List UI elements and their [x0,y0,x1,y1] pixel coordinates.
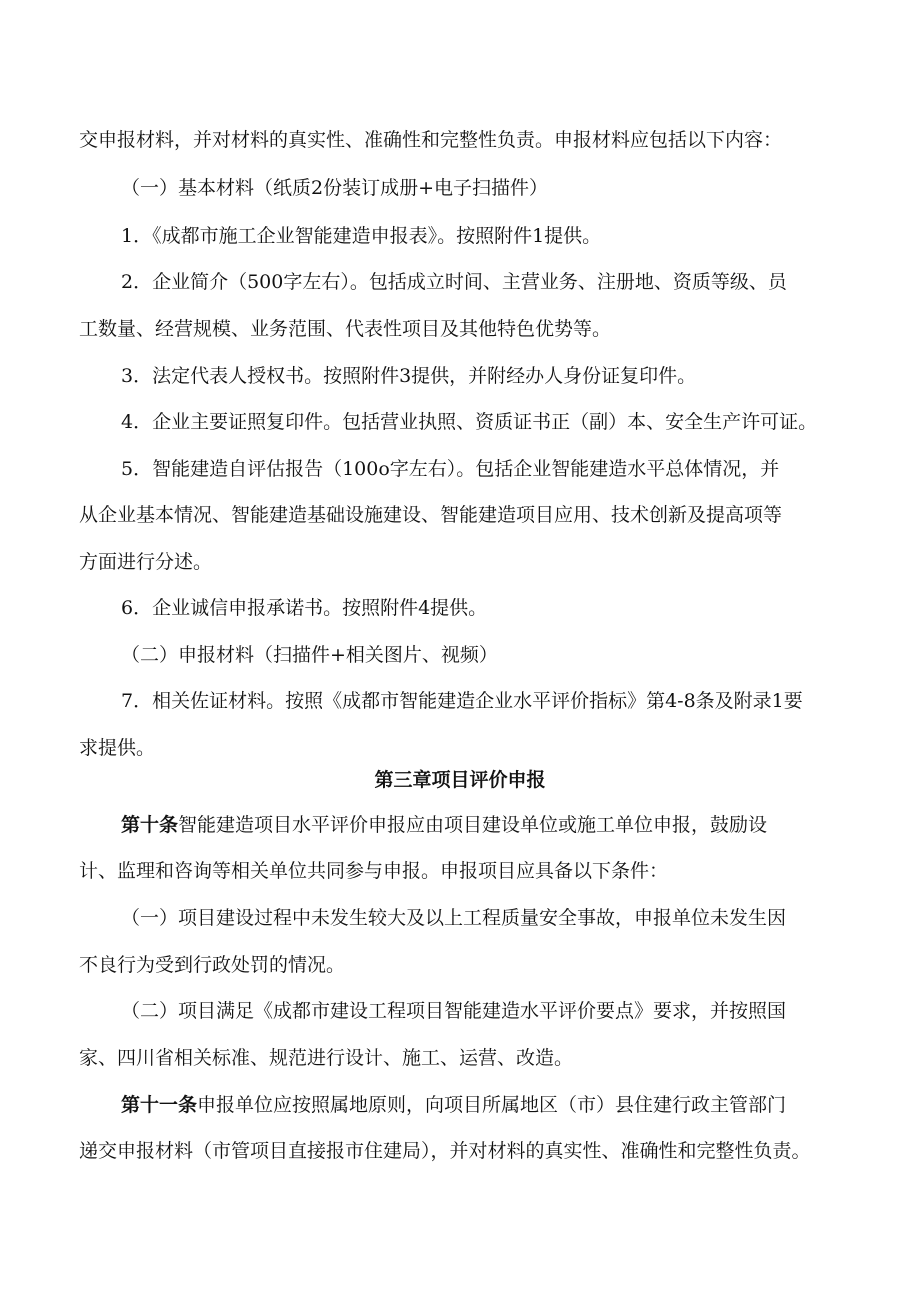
article-11-line-1 [121,1093,786,1117]
article-11-text: 申报单位应按照属地原则，向项目所属地区（市）县住建行政主管部门 [197,1094,787,1116]
article-11-line-2: 递交申报材料（市管项目直接报市住建局），并对材料的真实性、准确性和完整性负责。 [79,1140,811,1162]
article-10-line-1 [121,813,767,837]
section-heading-basic-materials: （一）基本材料（纸质2份装订成册+电子扫描件） [121,177,549,199]
paragraph-intro-continued: 交申报材料，并对材料的真实性、准确性和完整性负责。申报材料应包括以下内容： [79,129,783,151]
condition-1-line-2: 不良行为受到行政处罚的情况。 [79,954,346,976]
article-10-line-2: 计、监理和咨询等相关单位共同参与申报。申报项目应具备以下条件： [79,860,669,882]
condition-2-line-2: 家、四川省相关标准、规范进行设计、施工、运营、改造。 [79,1047,574,1069]
list-item-5-line-2: 从企业基本情况、智能建造基础设施建设、智能建造项目应用、技术创新及提高项等 [79,504,783,526]
section-heading-application-materials: （二）申报材料（扫描件+相关图片、视频） [121,644,498,666]
list-item-7-line-2: 求提供。 [79,737,156,759]
article-10-label: 第十条 [121,814,179,836]
list-item-6: 6．企业诚信申报承诺书。按照附件4提供。 [121,597,488,619]
list-item-2-line-1: 2．企业简介（500字左右）。包括成立时间、主营业务、注册地、资质等级、员 [121,271,787,293]
list-item-5-line-3: 方面进行分述。 [79,551,213,573]
condition-2-line-1: （二）项目满足《成都市建设工程项目智能建造水平评价要点》要求，并按照国 [121,1000,787,1022]
list-item-7-line-1: 7．相关佐证材料。按照《成都市智能建造企业水平评价指标》第4-8条及附录1要 [121,690,803,712]
list-item-3: 3．法定代表人授权书。按照附件3提供，并附经办人身份证复印件。 [121,365,697,387]
condition-1-line-1: （一）项目建设过程中未发生较大及以上工程质量安全事故，申报单位未发生因 [121,907,787,929]
article-11-label: 第十一条 [121,1094,198,1116]
list-item-4: 4．企业主要证照复印件。包括营业执照、资质证书正（副）本、安全生产许可证。 [121,411,818,433]
list-item-5-line-1: 5．智能建造自评估报告（100o字左右）。包括企业智能建造水平总体情况，并 [121,458,780,480]
article-10-text: 智能建造项目水平评价申报应由项目建设单位或施工单位申报，鼓励设 [178,814,768,836]
chapter-3-title: 第三章项目评价申报 [374,769,546,791]
list-item-2-line-2: 工数量、经营规模、业务范围、代表性项目及其他特色优势等。 [79,318,612,340]
list-item-1: 1．《成都市施工企业智能建造申报表》。按照附件1提供。 [121,225,602,247]
